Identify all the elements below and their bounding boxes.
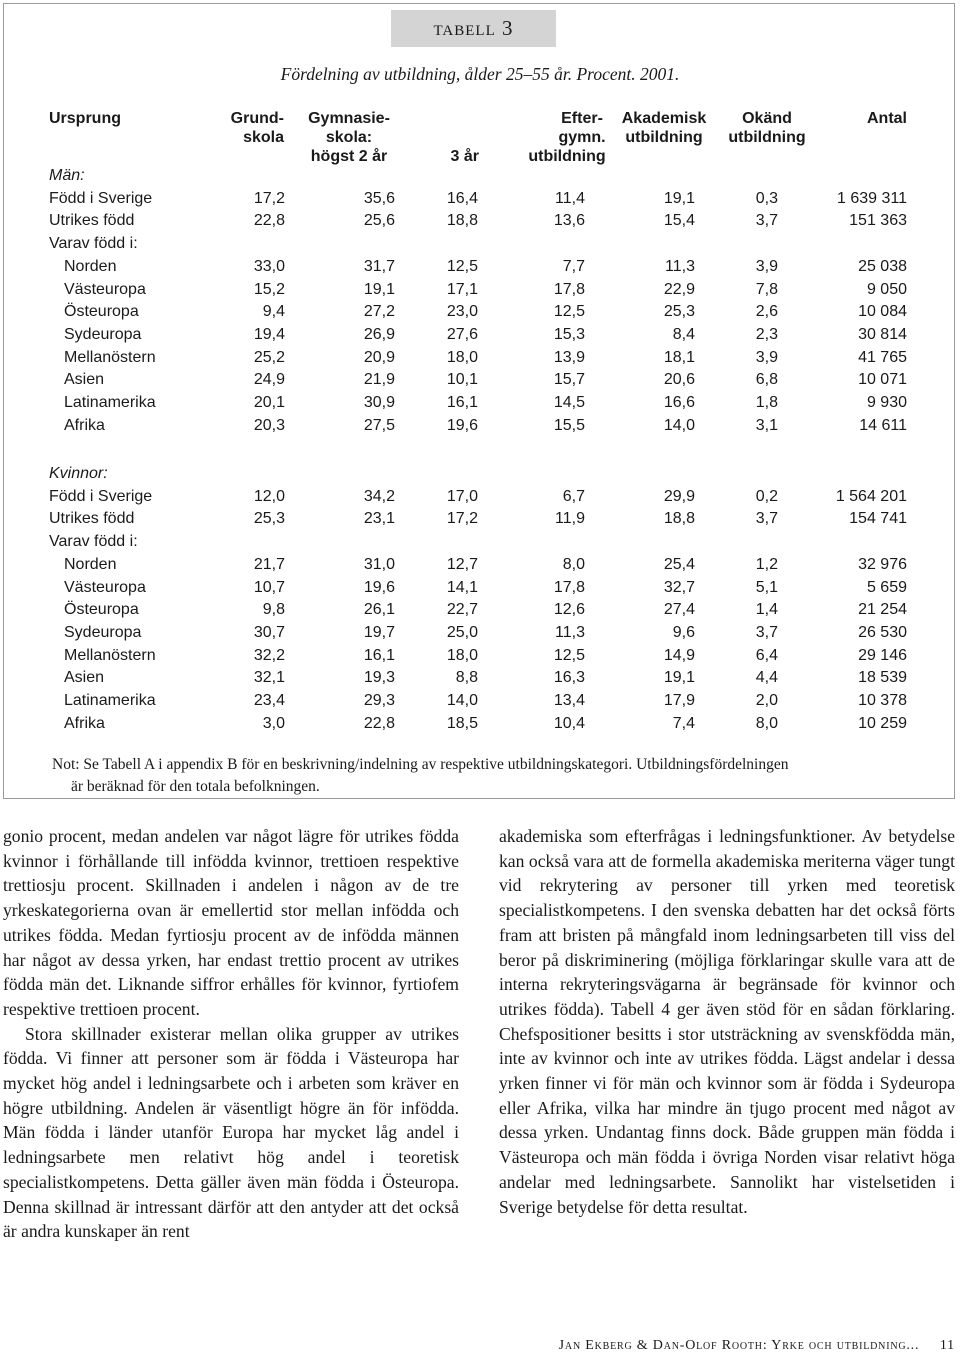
header-efter-line-2: gymn.	[558, 129, 606, 146]
table-row	[4, 644, 956, 667]
table-cell: 7,8	[755, 280, 778, 298]
table-cell: 9 050	[866, 280, 907, 298]
table-cell: 15,4	[663, 212, 695, 230]
table-cell: 18,5	[446, 714, 478, 732]
table-cell: 14,0	[446, 692, 478, 709]
table-row	[4, 368, 956, 391]
table-label: tabell 3	[391, 10, 556, 47]
header-akademisk	[609, 109, 719, 147]
header-grund-line-2: skola	[243, 129, 284, 146]
table-cell: 16,4	[446, 189, 478, 207]
table-cell: 19,6	[363, 578, 395, 596]
page-footer	[505, 1338, 955, 1354]
table-row	[4, 507, 956, 530]
table-cell: 22,8	[363, 714, 395, 732]
table-cell: 21,7	[253, 555, 285, 573]
table-cell: 9,4	[262, 303, 285, 321]
table-cell: 30,7	[253, 623, 285, 641]
table-cell: 10,4	[553, 714, 585, 732]
table-cell: 11,3	[665, 257, 695, 275]
row-label: Utrikes född	[49, 212, 135, 230]
table-cell: 32,2	[253, 646, 285, 664]
row-label: Afrika	[64, 416, 105, 434]
table-cell: 9,8	[262, 601, 285, 619]
table-row	[4, 689, 956, 712]
row-label: Asien	[64, 669, 105, 687]
row-label: Sydeuropa	[64, 623, 142, 641]
table-cell: 151 363	[849, 212, 907, 230]
table-cell: 32 976	[858, 555, 907, 573]
row-label: Varav född i:	[49, 533, 138, 551]
table-cell: 19,7	[363, 623, 395, 641]
header-efter-line-1: Efter-	[561, 110, 603, 127]
table-cell: 1,8	[755, 394, 778, 411]
table-cell: 10 071	[858, 371, 907, 389]
row-label: Afrika	[64, 714, 105, 732]
table-cell: 34,2	[363, 487, 395, 505]
table-note-line-2: är beräknad för den totala befolkningen.	[71, 778, 320, 795]
table-caption: Fördelning av utbildning, ålder 25–55 år. Procent. 2001.	[280, 64, 680, 84]
header-gymnasie-line-2: skola:	[325, 129, 373, 146]
table-box	[3, 3, 955, 799]
table-cell: 41 765	[858, 348, 907, 366]
table-cell: 29 146	[858, 646, 907, 664]
table-cell: 11,9	[555, 510, 585, 528]
table-row	[4, 485, 956, 508]
table-cell: 7,4	[672, 714, 695, 732]
section-title-row	[4, 164, 956, 187]
table-row	[4, 530, 956, 553]
table-cell: 13,4	[553, 692, 585, 709]
row-label: Latinamerika	[64, 692, 156, 709]
body-text-left-column	[3, 824, 459, 1244]
row-label: Utrikes född	[49, 510, 135, 528]
table-row	[4, 391, 956, 414]
table-cell: 33,0	[253, 257, 285, 275]
table-cell: 12,5	[553, 303, 585, 321]
table-cell: 20,3	[253, 416, 285, 434]
table-cell: 2,0	[755, 692, 778, 709]
row-label: Sydeuropa	[64, 325, 142, 343]
header-antal: Antal	[867, 110, 907, 127]
header-efter	[517, 109, 617, 166]
table-row	[4, 278, 956, 301]
header-okand	[717, 109, 817, 147]
table-cell: 19,6	[446, 416, 478, 434]
table-cell: 25,3	[253, 510, 285, 528]
table-cell: 10 378	[858, 692, 907, 709]
table-cell: 9,6	[672, 623, 695, 641]
table-cell: 16,1	[363, 646, 395, 664]
table-row	[4, 300, 956, 323]
row-label: Västeuropa	[64, 578, 146, 596]
paragraph: Stora skillnader existerar mellan olika grupper av utrikes födda. Vi finner att personer som är födda i Västeuropa har mycket hög andel i ledningsarbete och i arbeten som kräver en högre utbildning. Andelen är väsentligt högre än för infödda. Män födda i länder utanför Europa har mycket låg andel i ledningsarbete men relativt hög andel i teoretisk specialistkompetens. Detta gäller även män födda i Östeuropa. Denna skillnad är intressant därför att den antyder att det också är andra kunskaper än rent	[3, 1023, 459, 1242]
table-cell: 0,2	[755, 487, 778, 505]
table-cell: 29,9	[663, 487, 695, 505]
row-label: Norden	[64, 555, 117, 573]
table-cell: 21 254	[858, 601, 907, 619]
table-cell: 12,7	[446, 555, 478, 573]
table-cell: 6,7	[562, 487, 585, 505]
table-cell: 3,9	[755, 348, 778, 366]
table-cell: 2,3	[755, 325, 778, 343]
table-cell: 3,7	[755, 212, 778, 230]
table-cell: 6,4	[755, 646, 778, 664]
row-label: Östeuropa	[64, 601, 139, 619]
header-origin: Ursprung	[49, 110, 121, 127]
table-cell: 17,1	[446, 280, 478, 298]
table-cell: 17,8	[553, 578, 585, 596]
table-cell: 19,4	[253, 325, 285, 343]
table-note	[52, 754, 932, 798]
table-cell: 17,9	[663, 692, 695, 709]
table-cell: 11,4	[555, 189, 585, 207]
table-cell: 19,1	[663, 189, 695, 207]
header-three-year: 3 år	[450, 148, 479, 165]
table-cell: 32,1	[253, 669, 285, 687]
table-cell: 27,4	[663, 601, 695, 619]
header-okand-line-2: utbildning	[728, 129, 806, 146]
table-cell: 19,1	[363, 280, 395, 298]
table-cell: 13,9	[553, 348, 585, 366]
paragraph: akademiska som efterfrågas i ledningsfunktioner. Av betydelse kan också vara att de formella akademiska meriterna väger tungt vid rekrytering av personer till yrken med teoretisk specialistkompetens. I den svenska debatten har det också förts fram att bristen på mångfald inom ledningsarbeten till viss del beror på diskriminering (möjliga förklaringar skulle vara att de interna rekryteringsvägarna är begränsade för kvinnor och utrikes födda). Tabell 4 ger även stöd för en sådan förklaring. Chefspositioner besitts i stor utsträckning av svenskfödda män, inte av kvinnor och inte av utrikes födda. Lägst andelar i dessa yrken finner vi för män och kvinnor som är födda i Sydeuropa eller Afrika, vilka har mindre än tjugo procent med något av dessa yrken. Undantag finns dock. Både gruppen män födda i Västeuropa och män födda i övriga Norden visar relativt höga andelar med ledningsarbete. Sannolikt har vistelsetiden i Sverige betydelse för detta resultat.	[499, 826, 955, 1217]
table-cell: 30,9	[363, 394, 395, 411]
table-cell: 17,2	[253, 189, 285, 207]
table-cell: 10 084	[858, 303, 907, 321]
table-cell: 1 564 201	[835, 487, 907, 505]
table-cell: 14,0	[663, 416, 695, 434]
table-cell: 3,1	[755, 416, 778, 434]
table-cell: 5 659	[866, 578, 907, 596]
table-row	[4, 712, 956, 735]
table-cell: 27,5	[363, 416, 395, 434]
table-cell: 14,9	[663, 646, 695, 664]
table-cell: 2,6	[755, 303, 778, 321]
table-row	[4, 598, 956, 621]
table-row	[4, 666, 956, 689]
table-cell: 20,9	[363, 348, 395, 366]
table-cell: 25,2	[253, 348, 285, 366]
table-cell: 8,0	[755, 714, 778, 732]
table-cell: 13,6	[553, 212, 585, 230]
table-cell: 29,3	[363, 692, 395, 709]
table-cell: 25,4	[663, 555, 695, 573]
table-row	[4, 576, 956, 599]
table-cell: 15,5	[553, 416, 585, 434]
table-row	[4, 232, 956, 255]
table-cell: 4,4	[755, 669, 778, 687]
table-cell: 18,8	[446, 212, 478, 230]
body-text-right-column	[499, 824, 955, 1219]
header-gymnasie-line-3: högst 2 år	[310, 148, 388, 165]
table-cell: 20,1	[253, 394, 285, 411]
table-cell: 16,3	[553, 669, 585, 687]
table-cell: 7,7	[562, 257, 585, 275]
table-cell: 12,0	[253, 487, 285, 505]
table-cell: 11,3	[555, 623, 585, 641]
table-cell: 14 611	[859, 416, 907, 434]
table-cell: 8,4	[672, 325, 695, 343]
table-cell: 25,6	[363, 212, 395, 230]
table-cell: 26,9	[363, 325, 395, 343]
table-cell: 17,2	[446, 510, 478, 528]
table-row	[4, 255, 956, 278]
table-cell: 3,9	[755, 257, 778, 275]
row-label: Varav född i:	[49, 235, 138, 253]
table-row	[4, 209, 956, 232]
row-label: Norden	[64, 257, 117, 275]
table-cell: 20,6	[663, 371, 695, 389]
table-cell: 3,7	[755, 623, 778, 641]
table-row	[4, 187, 956, 210]
header-akademisk-line-1: Akademisk	[621, 110, 707, 127]
table-cell: 18,0	[446, 348, 478, 366]
table-cell: 27,6	[446, 325, 478, 343]
table-cell: 32,7	[663, 578, 695, 596]
table-cell: 12,5	[446, 257, 478, 275]
table-cell: 18,1	[663, 348, 695, 366]
table-cell: 15,2	[253, 280, 285, 298]
table-cell: 154 741	[849, 510, 907, 528]
table-cell: 22,9	[663, 280, 695, 298]
table-cell: 5,1	[755, 578, 778, 596]
table-cell: 14,5	[553, 394, 585, 411]
table-cell: 10 259	[858, 714, 907, 732]
row-label: Östeuropa	[64, 303, 139, 321]
table-cell: 0,3	[755, 189, 778, 207]
table-cell: 14,1	[446, 578, 478, 596]
table-cell: 22,7	[446, 601, 478, 619]
row-label: Mellanöstern	[64, 646, 156, 664]
table-cell: 35,6	[363, 189, 395, 207]
table-cell: 19,3	[363, 669, 395, 687]
table-cell: 12,5	[553, 646, 585, 664]
table-cell: 23,0	[446, 303, 478, 321]
section-title-row	[4, 462, 956, 485]
table-cell: 31,0	[363, 555, 395, 573]
row-label: Västeuropa	[64, 280, 146, 298]
table-cell: 1 639 311	[837, 189, 907, 207]
header-gymnasie-line-1: Gymnasie-	[308, 110, 390, 127]
row-label: Latinamerika	[64, 394, 156, 411]
table-cell: 15,7	[553, 371, 585, 389]
table-cell: 1,4	[755, 601, 778, 619]
table-cell: 31,7	[363, 257, 395, 275]
table-cell: 23,1	[363, 510, 395, 528]
table-cell: 21,9	[363, 371, 395, 389]
table-cell: 8,0	[562, 555, 585, 573]
header-akademisk-line-2: utbildning	[625, 129, 703, 146]
header-grund-line-1: Grund-	[230, 110, 284, 127]
table-cell: 30 814	[858, 325, 907, 343]
table-cell: 17,0	[446, 487, 478, 505]
table-cell: 19,1	[663, 669, 695, 687]
row-label: Född i Sverige	[49, 487, 153, 505]
table-row	[4, 346, 956, 369]
table-cell: 8,8	[455, 669, 478, 687]
paragraph: gonio procent, medan andelen var något lägre för utrikes födda kvinnor i förhållande till infödda kvinnor, trettioen respektive trettiosju procent. Skillnaden i andelen i någon av de tre yrkeskategorierna ovan är emellertid stor mellan infödda och utrikes födda. Medan fyrtiosju procent av de infödda männen har något av dessa yrken, har endast trettio procent av utrikes födda män det. Liknande siffror erhålles för kvinnor, fyrtiofem respektive trettioen procent.	[3, 826, 459, 1019]
table-cell: 25,3	[663, 303, 695, 321]
table-cell: 17,8	[553, 280, 585, 298]
row-label: Mellanöstern	[64, 348, 156, 366]
table-cell: 25 038	[858, 257, 907, 275]
table-cell: 9 930	[866, 394, 907, 411]
table-row	[4, 414, 956, 437]
row-label: Asien	[64, 371, 105, 389]
table-cell: 3,0	[262, 714, 285, 732]
header-okand-line-1: Okänd	[742, 110, 792, 127]
table-cell: 10,7	[253, 578, 285, 596]
section-title: Kvinnor:	[49, 465, 108, 482]
page-number: 11	[939, 1338, 955, 1353]
table-cell: 27,2	[363, 303, 395, 321]
footer-authors: Jan Ekberg & Dan-Olof Rooth: Yrke och utbildning...	[558, 1338, 920, 1353]
section-title: Män:	[49, 167, 85, 184]
table-cell: 22,8	[253, 212, 285, 230]
table-row	[4, 621, 956, 644]
header-efter-line-3: utbildning	[528, 148, 606, 165]
table-cell: 6,8	[755, 371, 778, 389]
table-cell: 10,1	[446, 371, 478, 389]
table-cell: 26 530	[858, 623, 907, 641]
header-gymnasie	[304, 109, 394, 166]
table-cell: 26,1	[363, 601, 395, 619]
table-cell: 16,6	[663, 394, 695, 411]
header-grund	[204, 109, 284, 147]
table-cell: 18,0	[446, 646, 478, 664]
table-cell: 12,6	[553, 601, 585, 619]
row-label: Född i Sverige	[49, 189, 153, 207]
table-cell: 1,2	[755, 555, 778, 573]
table-note-line-1: Not: Se Tabell A i appendix B för en beskrivning/indelning av respektive utbildningskategori. Utbildningsfördelningen	[52, 756, 789, 773]
table-cell: 23,4	[253, 692, 285, 709]
table-cell: 16,1	[446, 394, 478, 411]
table-cell: 25,0	[446, 623, 478, 641]
table-cell: 3,7	[755, 510, 778, 528]
table-cell: 18,8	[663, 510, 695, 528]
table-row	[4, 323, 956, 346]
table-cell: 18 539	[858, 669, 907, 687]
table-cell: 24,9	[253, 371, 285, 389]
table-row	[4, 553, 956, 576]
table-cell: 15,3	[553, 325, 585, 343]
